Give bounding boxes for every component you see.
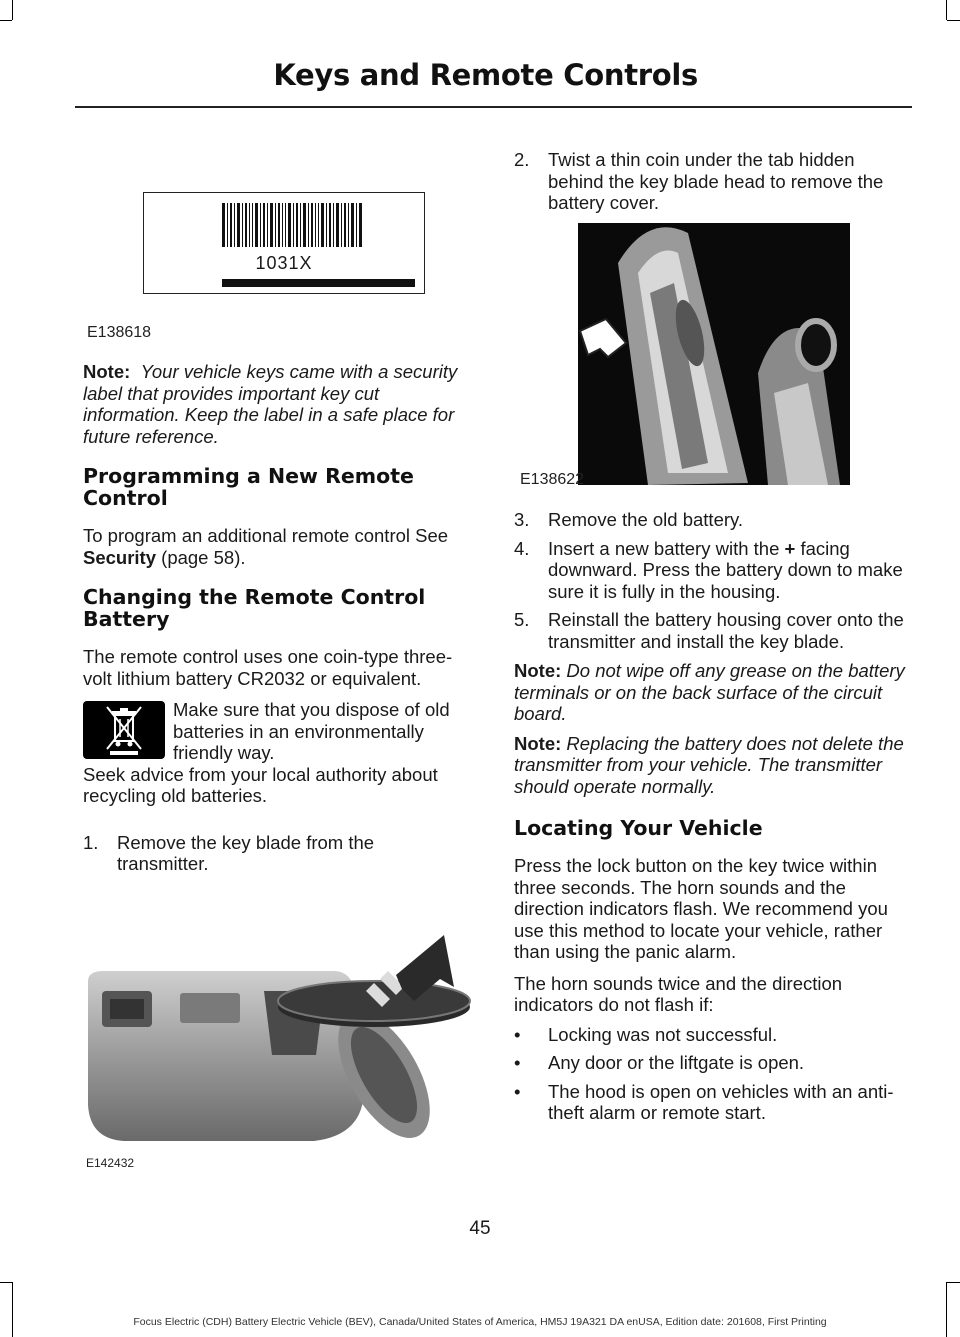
- figure-code: E142432: [86, 1156, 135, 1170]
- barcode-image: [222, 203, 362, 247]
- bullet-text: Any door or the liftgate is open.: [548, 1052, 805, 1073]
- step-text: Remove the key blade from the transmitter.: [117, 831, 375, 874]
- crop-mark: [12, 1282, 13, 1337]
- step-1: [83, 832, 468, 875]
- recycle-icon: [83, 701, 165, 759]
- bullet-symbol: •: [514, 1052, 521, 1073]
- bullet-symbol: •: [514, 1080, 521, 1102]
- bullet-item: [514, 1081, 908, 1124]
- battery-paragraph: The remote control uses one coin-type three-volt lithium battery CR2032 or equivalent.: [83, 646, 453, 689]
- bullet-item: [514, 1052, 908, 1074]
- figure-code: E138618: [87, 324, 152, 341]
- heading-locating: Locating Your Vehicle: [514, 816, 763, 840]
- crop-mark: [946, 1282, 947, 1337]
- recycle-rest: Seek advice from your local authority about recycling old batteries.: [83, 763, 438, 806]
- security-label-figure: [143, 192, 425, 294]
- locating-paragraph: Press the lock button on the key twice within three seconds. The horn sounds and the direction indicators flash. We recommend you use this method to locate your vehicle, rather than using the panic alarm.: [514, 855, 888, 962]
- step-text: Twist a thin coin under the tab hidden behind the key blade head to remove the battery cover.: [548, 149, 884, 213]
- recycle-block: [83, 699, 468, 807]
- horn-paragraph: The horn sounds twice and the direction indicators do not flash if:: [514, 972, 843, 1015]
- recycle-lead: Make sure that you dispose of old batteries in an environmentally friendly way.: [173, 699, 450, 763]
- plus-symbol: +: [784, 537, 796, 559]
- step-number: 1.: [83, 831, 99, 853]
- step-3: [514, 509, 908, 531]
- bullet-text: The hood is open on vehicles with an anti-theft alarm or remote start.: [548, 1080, 894, 1123]
- crop-mark: [946, 0, 947, 20]
- step-text: facing downward. Press the battery down to make sure it is fully in the housing.: [548, 537, 903, 602]
- note-label: Note:: [83, 361, 131, 382]
- step-4: [514, 538, 908, 603]
- programming-paragraph: [83, 525, 468, 568]
- label-bar: [222, 279, 415, 287]
- page-title: Keys and Remote Controls: [273, 58, 698, 92]
- step-number: 2.: [514, 149, 530, 170]
- step-2: [514, 149, 908, 214]
- bullet-symbol: •: [514, 1023, 521, 1045]
- step-text: Remove the old battery.: [548, 509, 744, 530]
- step-5: [514, 609, 908, 652]
- page-number: 45: [469, 1218, 491, 1239]
- note-text: Your vehicle keys came with a security label that provides important key cut information. Keep the label in a safe place for future reference.: [83, 361, 458, 447]
- para-text: To program an additional remote control See: [83, 525, 449, 546]
- right-column: [514, 509, 908, 1124]
- step-text: Reinstall the battery housing cover onto the transmitter and install the key blade.: [548, 609, 904, 652]
- figure-code: E138622: [520, 471, 585, 488]
- left-column: [83, 361, 468, 875]
- step-text: Insert a new battery with the: [548, 537, 785, 559]
- note-label: Note:: [514, 732, 562, 754]
- note-text: Do not wipe off any grease on the battery terminals or on the back surface of the circuit board.: [514, 660, 905, 724]
- heading-changing-battery: Changing the Remote Control Battery: [83, 585, 426, 631]
- crop-mark: [0, 20, 12, 21]
- note-security-label: [83, 361, 468, 447]
- note-text: Replacing the battery does not delete the transmitter from your vehicle. The transmitter should operate normally.: [514, 732, 904, 797]
- barcode-text: 1031X: [255, 253, 313, 273]
- step-number: 5.: [514, 609, 530, 630]
- bullet-item: [514, 1024, 908, 1046]
- header-divider: [75, 106, 912, 108]
- coin-removal-figure: [578, 223, 850, 485]
- crop-mark: [947, 1282, 960, 1283]
- bullet-text: Locking was not successful.: [548, 1023, 778, 1045]
- edition-info: Focus Electric (CDH) Battery Electric Vehicle (BEV), Canada/United States of America, HM5J 19A321 DA enUSA, Edition date: 201608, First Printing: [133, 1316, 827, 1328]
- para-text: (page 58).: [156, 546, 246, 568]
- step-number: 4.: [514, 537, 530, 559]
- heading-programming: Programming a New Remote Control: [83, 464, 414, 510]
- key-blade-figure: [84, 935, 476, 1151]
- note-replacing: [514, 733, 908, 798]
- step-number: 3.: [514, 509, 530, 530]
- right-column-top: [514, 149, 908, 214]
- crop-mark: [0, 1282, 12, 1283]
- security-link[interactable]: Security: [83, 546, 157, 568]
- crop-mark: [12, 0, 13, 20]
- crop-mark: [947, 20, 960, 21]
- note-label: Note:: [514, 660, 562, 681]
- note-grease: [514, 660, 908, 725]
